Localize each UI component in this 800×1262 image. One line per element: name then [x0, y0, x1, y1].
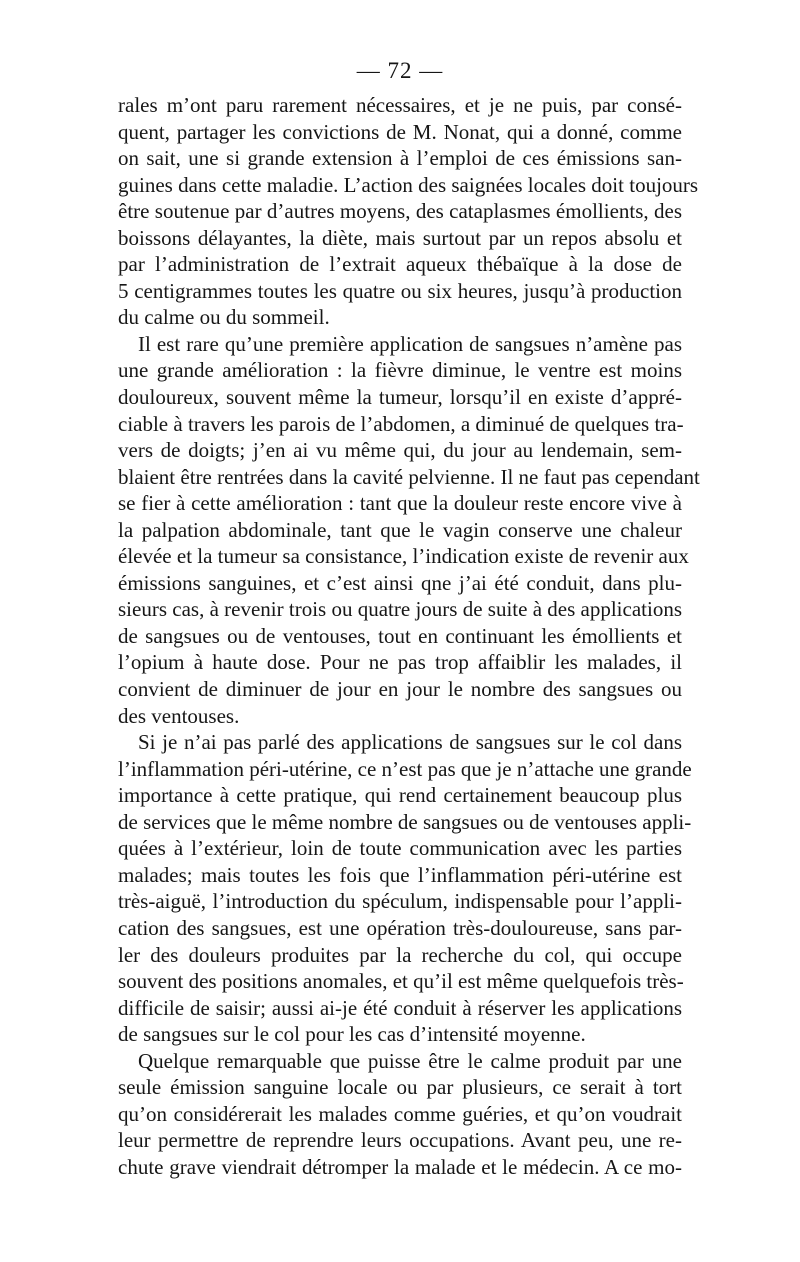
text-line: de sangsues sur le col pour les cas d’intensité moyenne. — [118, 1022, 586, 1047]
text-line: chute grave viendrait détromper la malade et le médecin. A ce mo- — [118, 1154, 682, 1179]
text-line: très-aiguë, l’introduction du spéculum, indispensable pour l’appli- — [118, 889, 682, 914]
text-line: cation des sangsues, est une opération très-douloureuse, sans par- — [118, 915, 682, 940]
text-line: boissons délayantes, la diète, mais surtout par un repos absolu et — [118, 225, 682, 250]
text-line: quées à l’extérieur, loin de toute communication avec les parties — [118, 836, 682, 861]
text-line: du calme ou du sommeil. — [118, 305, 330, 330]
paragraph-1 — [118, 92, 699, 331]
text-line: seule émission sanguine locale ou par plusieurs, ce serait à tort — [118, 1075, 682, 1100]
text-line: 5 centigrammes toutes les quatre ou six heures, jusqu’à production — [118, 278, 682, 303]
text-line: une grande amélioration : la fièvre diminue, le ventre est moins — [118, 358, 682, 383]
text-line: de sangsues ou de ventouses, tout en continuant les émollients et — [118, 623, 682, 648]
text-line: par l’administration de l’extrait aqueux thébaïque à la dose de — [118, 252, 682, 277]
text-line: Quelque remarquable que puisse être le calme produit par une — [138, 1048, 682, 1073]
text-line: douloureux, souvent même la tumeur, lorsqu’il en existe d’appré- — [118, 385, 682, 410]
page-number: — 72 — — [356, 58, 444, 83]
text-line: se fier à cette amélioration : tant que la douleur reste encore vive à — [118, 491, 682, 516]
text-line: des ventouses. — [118, 703, 240, 728]
text-line: émissions sanguines, et c’est ainsi qne j’ai été conduit, dans plu- — [118, 570, 682, 595]
text-line: guines dans cette maladie. L’action des saignées locales doit toujours — [118, 172, 699, 197]
paragraph-3 — [118, 729, 692, 1048]
text-line: difficile de saisir; aussi ai-je été conduit à réserver les applications — [118, 995, 682, 1020]
text-line: importance à cette pratique, qui rend certainement beaucoup plus — [118, 783, 682, 808]
text-line: sieurs cas, à revenir trois ou quatre jours de suite à des applications — [118, 597, 682, 622]
text-line: convient de diminuer de jour en jour le nombre des sangsues ou — [118, 677, 682, 702]
text-line: la palpation abdominale, tant que le vagin conserve une chaleur — [118, 517, 682, 542]
text-line: Il est rare qu’une première application de sangsues n’amène pas — [138, 331, 682, 356]
text-line: souvent des positions anomales, et qu’il est même quelquefois très- — [118, 969, 684, 994]
text-line: vers de doigts; j’en ai vu même qui, du jour au lendemain, sem- — [118, 438, 682, 463]
text-line: de services que le même nombre de sangsues ou de ventouses appli- — [118, 809, 692, 834]
text-line: l’opium à haute dose. Pour ne pas trop affaiblir les malades, il — [118, 650, 682, 675]
text-line: élevée et la tumeur sa consistance, l’indication existe de revenir aux — [118, 544, 689, 569]
text-line: l’inflammation péri-utérine, ce n’est pas que je n’attache une grande — [118, 756, 692, 781]
text-line: leur permettre de reprendre leurs occupations. Avant peu, une re- — [118, 1128, 682, 1153]
body-text — [118, 92, 700, 1180]
text-line: être soutenue par d’autres moyens, des cataplasmes émollients, des — [118, 199, 682, 224]
paragraph-2 — [118, 331, 700, 729]
text-line: rales m’ont paru rarement nécessaires, et je ne puis, par consé- — [118, 93, 682, 117]
text-line: ciable à travers les parois de l’abdomen, a diminué de quelques tra- — [118, 411, 684, 436]
text-line: on sait, une si grande extension à l’emploi de ces émissions san- — [118, 146, 682, 171]
text-line: quent, partager les convictions de M. Nonat, qui a donné, comme — [118, 119, 682, 144]
text-line: qu’on considérerait les malades comme guéries, et qu’on voudrait — [118, 1101, 682, 1126]
text-line: blaient être rentrées dans la cavité pelvienne. Il ne faut pas cependant — [118, 464, 700, 489]
paragraph-4 — [118, 1048, 682, 1181]
text-line: Si je n’ai pas parlé des applications de sangsues sur le col dans — [138, 730, 682, 755]
text-line: malades; mais toutes les fois que l’inflammation péri-utérine est — [118, 862, 682, 887]
text-line: ler des douleurs produites par la recherche du col, qui occupe — [118, 942, 682, 967]
